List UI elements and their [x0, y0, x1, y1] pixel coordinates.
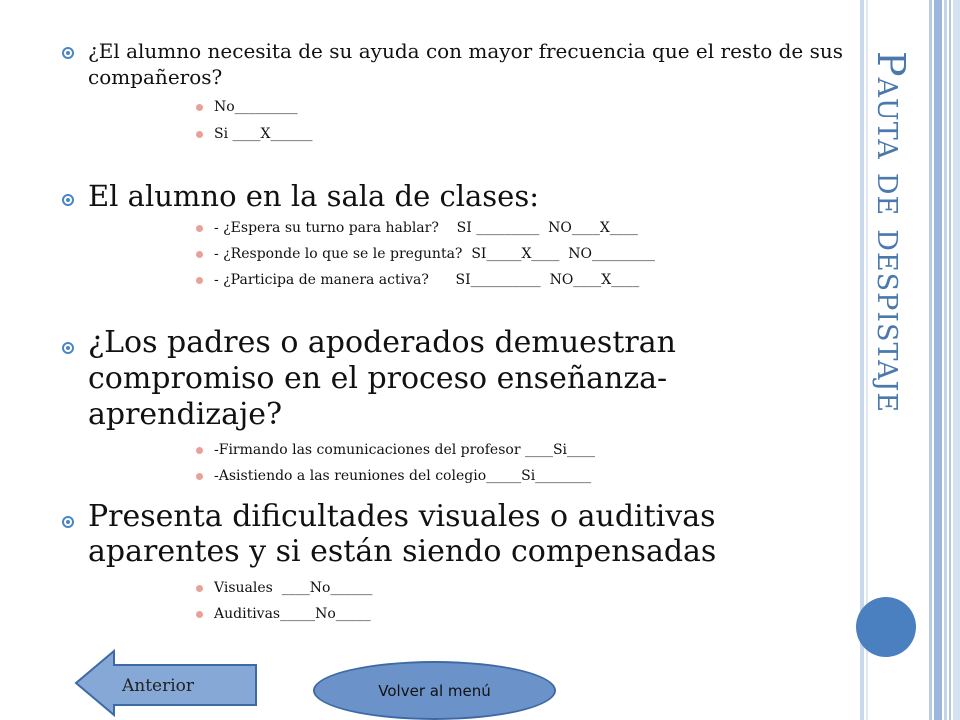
bullet-icon — [62, 342, 74, 354]
slide-title-text: Pauta de despistaje — [869, 50, 913, 414]
back-to-menu-button[interactable] — [313, 661, 556, 720]
sub-bullet-icon — [196, 447, 203, 454]
sub-bullet-icon — [196, 225, 203, 232]
sub-bullet-icon — [196, 251, 203, 258]
bullet-icon — [62, 47, 74, 59]
question-4 — [58, 499, 848, 569]
answer-item: Auditivas_____No_____ — [58, 605, 848, 623]
question-1 — [58, 38, 848, 90]
question-2 — [58, 179, 848, 213]
answer-item: - ¿Espera su turno para hablar? SI _________ NO____X____ — [58, 219, 848, 237]
question-text: Presenta dificultades visuales o auditivas aparentes y si están siendo compensadas — [88, 499, 717, 569]
question-text: El alumno en la sala de clases: — [88, 179, 540, 213]
answer-item: No_________ — [58, 98, 848, 116]
answer-item: Visuales ____No______ — [58, 579, 848, 597]
answer-item: - ¿Participa de manera activa? SI__________ NO____X____ — [58, 271, 848, 289]
sub-bullet-icon — [196, 473, 203, 480]
bullet-icon — [62, 194, 74, 206]
bullet-icon — [62, 516, 74, 528]
question-text: ¿El alumno necesita de su ayuda con mayor frecuencia que el resto de sus compañeros? — [88, 39, 844, 89]
previous-button[interactable] — [74, 649, 258, 717]
sub-bullet-icon — [196, 277, 203, 284]
sub-bullet-icon — [196, 131, 203, 138]
decorative-circle — [856, 597, 916, 657]
sub-bullet-icon — [196, 585, 203, 592]
answer-item: - ¿Responde lo que se le pregunta? SI_____X____ NO_________ — [58, 245, 848, 263]
back-to-menu-label: Volver al menú — [378, 681, 491, 700]
previous-button-label: Anterior — [122, 676, 195, 696]
question-3 — [58, 325, 848, 433]
question-text: ¿Los padres o apoderados demuestran compromiso en el proceso enseñanza-aprendizaje? — [88, 325, 676, 432]
answer-item: -Firmando las comunicaciones del profesor ____Si____ — [58, 441, 848, 459]
answer-item: Si ____X______ — [58, 125, 848, 143]
sub-bullet-icon — [196, 104, 203, 111]
slide-content — [58, 38, 848, 623]
sub-bullet-icon — [196, 611, 203, 618]
answer-item: -Asistiendo a las reuniones del colegio_____Si________ — [58, 467, 848, 485]
